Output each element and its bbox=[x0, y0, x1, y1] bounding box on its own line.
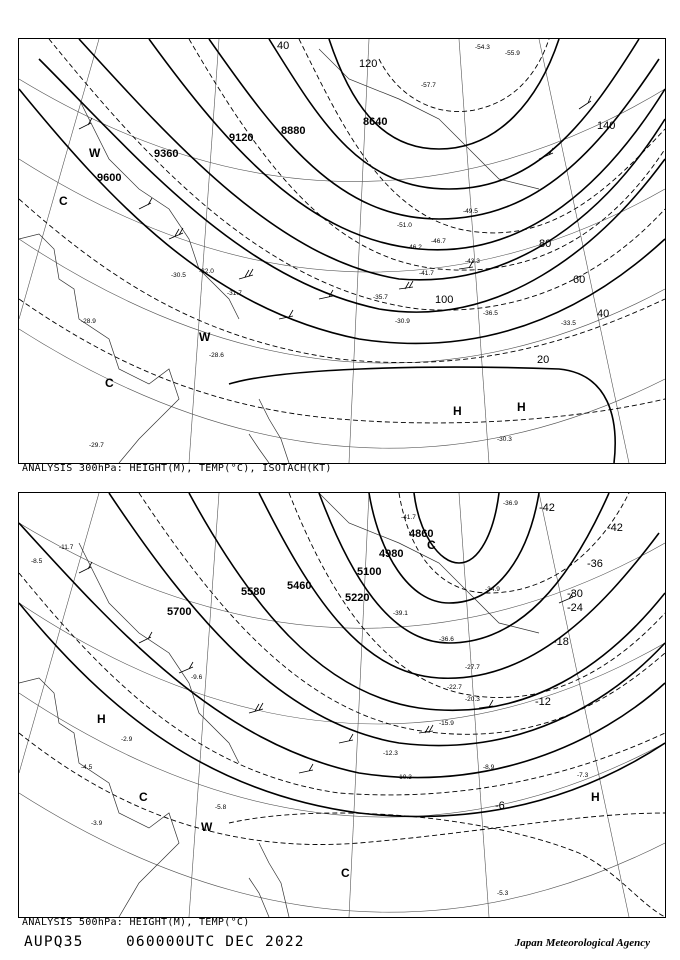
coastline-north bbox=[319, 49, 539, 189]
height-contour bbox=[259, 493, 659, 678]
wind-barb bbox=[79, 118, 92, 129]
height-contour bbox=[149, 39, 665, 250]
high-pressure-center: H bbox=[453, 404, 462, 418]
coastline-islands bbox=[249, 843, 289, 917]
isotach bbox=[299, 39, 665, 233]
isotherm bbox=[229, 813, 665, 917]
temp-readout: -9.6 bbox=[191, 674, 203, 681]
coastline bbox=[19, 49, 539, 463]
temp-readout: -20.3 bbox=[465, 696, 480, 703]
warm-center: W bbox=[199, 330, 211, 344]
high-pressure-center: H bbox=[517, 400, 526, 414]
isotherm-label: -42 bbox=[607, 522, 623, 534]
isotach-label: 100 bbox=[435, 294, 454, 306]
isotherm-label: -12 bbox=[535, 696, 551, 708]
wind-barb bbox=[299, 764, 313, 773]
caption-300hpa: ANALYSIS 300hPa: HEIGHT(M), TEMP(°C), ISOTACH(KT) bbox=[22, 463, 332, 474]
height-labels bbox=[97, 116, 387, 184]
height-label: 5580 bbox=[241, 586, 266, 598]
height-labels bbox=[167, 528, 433, 618]
cold-center: C bbox=[341, 866, 350, 880]
cold-center: C bbox=[105, 376, 114, 390]
temp-readout: -46.2 bbox=[407, 244, 422, 251]
isotach-label: 80 bbox=[539, 238, 552, 250]
height-label: 8880 bbox=[281, 125, 306, 137]
temp-readout: -10.3 bbox=[397, 774, 412, 781]
wind-barb bbox=[239, 269, 253, 279]
wind-barbs bbox=[79, 96, 591, 319]
temp-readout: -3.9 bbox=[91, 820, 103, 827]
isotherm-label: -42 bbox=[539, 502, 555, 514]
isotherm-label: -6 bbox=[495, 800, 505, 812]
longitude-line bbox=[349, 493, 369, 917]
valid-time: 060000UTC DEC 2022 bbox=[126, 934, 305, 950]
height-contour bbox=[19, 523, 665, 777]
wind-barb bbox=[339, 734, 353, 743]
temp-readout: -31.7 bbox=[227, 290, 242, 297]
isotach bbox=[49, 39, 665, 310]
isotherm-label: -18 bbox=[553, 636, 569, 648]
isotach-contours bbox=[19, 39, 665, 423]
chart-code: AUPQ35 bbox=[24, 934, 84, 950]
temp-readout: -30.9 bbox=[395, 318, 410, 325]
temp-readout: -49.5 bbox=[463, 208, 478, 215]
high-pressure-center: H bbox=[97, 712, 106, 726]
temp-readout: -12.3 bbox=[383, 750, 398, 757]
coastline-peninsula bbox=[79, 543, 239, 763]
temp-readout: -4.5 bbox=[81, 764, 93, 771]
height-label: 5700 bbox=[167, 606, 192, 618]
temp-readout: -8.9 bbox=[483, 764, 495, 771]
isotach-labels bbox=[277, 40, 615, 366]
temp-readout: -5.8 bbox=[215, 804, 227, 811]
temp-readout: -34.9 bbox=[485, 586, 500, 593]
temp-readout: -55.9 bbox=[505, 50, 520, 57]
wind-barb bbox=[79, 562, 92, 573]
temp-readout: -28.6 bbox=[209, 352, 224, 359]
wind-barb bbox=[399, 281, 413, 289]
temperature-readouts bbox=[31, 500, 589, 897]
warm-center: W bbox=[201, 820, 213, 834]
isotach-label: 60 bbox=[573, 274, 586, 286]
temp-readout: -57.7 bbox=[421, 82, 436, 89]
temp-readout: -8.5 bbox=[31, 558, 43, 565]
isotherm-contours bbox=[19, 493, 665, 917]
isotach-label: 140 bbox=[597, 120, 616, 132]
height-label: 9120 bbox=[229, 132, 254, 144]
height-label: 9600 bbox=[97, 172, 122, 184]
longitude-line bbox=[189, 39, 219, 463]
map-300hpa bbox=[19, 39, 665, 463]
coastline-peninsula bbox=[79, 99, 239, 319]
height-contour bbox=[209, 39, 659, 219]
temp-readout: -51.0 bbox=[397, 222, 412, 229]
cold-center: C bbox=[59, 194, 68, 208]
height-label: 5100 bbox=[357, 566, 382, 578]
height-label: 5220 bbox=[345, 592, 370, 604]
height-contours bbox=[19, 493, 665, 817]
isotach-label: 40 bbox=[277, 40, 290, 52]
temp-readout: -5.3 bbox=[497, 890, 509, 897]
height-label: 5460 bbox=[287, 580, 312, 592]
temp-readout: -32.0 bbox=[199, 268, 214, 275]
temp-readout: -46.7 bbox=[431, 238, 446, 245]
isotach bbox=[19, 199, 665, 363]
wind-barb bbox=[139, 198, 152, 209]
longitude-line bbox=[189, 493, 219, 917]
height-contour bbox=[19, 89, 665, 343]
temp-readout: -11.7 bbox=[59, 544, 74, 551]
height-contour bbox=[269, 39, 639, 189]
temp-readout: -2.9 bbox=[121, 736, 133, 743]
isotherm bbox=[19, 733, 665, 845]
temp-readout: -41.7 bbox=[401, 514, 416, 521]
temp-readout: -39.1 bbox=[393, 610, 408, 617]
chart-300hpa bbox=[18, 38, 666, 464]
pressure-centers bbox=[97, 538, 600, 880]
longitude-line bbox=[459, 39, 489, 463]
coastline-north bbox=[319, 493, 539, 633]
cold-center: C bbox=[427, 538, 436, 552]
height-label: 9360 bbox=[154, 148, 179, 160]
temp-readout: -30.5 bbox=[171, 272, 186, 279]
temp-readout: -35.7 bbox=[373, 294, 388, 301]
coastline bbox=[19, 493, 539, 917]
height-label: 4860 bbox=[409, 528, 434, 540]
wind-barb bbox=[539, 148, 553, 159]
pressure-centers bbox=[59, 146, 526, 418]
graticule bbox=[19, 39, 665, 463]
latitude-line bbox=[19, 603, 665, 724]
agency-name: Japan Meteorological Agency bbox=[514, 937, 650, 949]
wind-barb bbox=[249, 703, 263, 713]
temp-readout: -41.7 bbox=[419, 270, 434, 277]
map-500hpa bbox=[19, 493, 665, 917]
temp-readout: -54.3 bbox=[475, 44, 490, 51]
longitude-line bbox=[539, 493, 629, 917]
height-contours bbox=[19, 39, 665, 463]
temp-readout: -36.5 bbox=[483, 310, 498, 317]
isotach-label: 120 bbox=[359, 58, 378, 70]
temp-readout: -7.3 bbox=[577, 772, 589, 779]
temp-readout: -33.5 bbox=[561, 320, 576, 327]
isotherm-labels bbox=[495, 502, 623, 812]
temperature-readouts bbox=[81, 44, 576, 449]
coastline-mainland bbox=[19, 234, 179, 463]
caption-500hpa: ANALYSIS 500hPa: HEIGHT(M), TEMP(°C) bbox=[22, 917, 250, 928]
cold-center: C bbox=[139, 790, 148, 804]
height-label: 4980 bbox=[379, 548, 404, 560]
isotherm-label: -36 bbox=[587, 558, 603, 570]
temp-readout: -22.7 bbox=[447, 684, 462, 691]
longitude-line bbox=[539, 39, 629, 463]
temp-readout: -15.9 bbox=[439, 720, 454, 727]
chart-500hpa bbox=[18, 492, 666, 918]
temp-readout: -29.7 bbox=[89, 442, 104, 449]
wind-barb bbox=[419, 725, 433, 733]
warm-center: W bbox=[89, 146, 101, 160]
temp-readout: -27.7 bbox=[465, 664, 480, 671]
isotach-label: 20 bbox=[537, 354, 550, 366]
isotach bbox=[189, 39, 665, 270]
coastline-islands bbox=[249, 399, 289, 463]
isotherm-label: -24 bbox=[567, 602, 583, 614]
high-pressure-center: H bbox=[591, 790, 600, 804]
wind-barb bbox=[579, 96, 591, 109]
latitude-line bbox=[19, 329, 665, 448]
temp-readout: -36.9 bbox=[503, 500, 518, 507]
height-contour bbox=[229, 367, 615, 463]
temp-readout: -30.3 bbox=[497, 436, 512, 443]
isotach-label: 40 bbox=[597, 308, 610, 320]
latitude-line bbox=[19, 693, 665, 817]
isotach bbox=[379, 39, 549, 112]
temp-readout: -36.6 bbox=[439, 636, 454, 643]
isotherm-label: -30 bbox=[567, 588, 583, 600]
height-label: 8640 bbox=[363, 116, 388, 128]
height-contour bbox=[329, 39, 559, 149]
temp-readout: -28.9 bbox=[81, 318, 96, 325]
temp-readout: -43.3 bbox=[465, 258, 480, 265]
